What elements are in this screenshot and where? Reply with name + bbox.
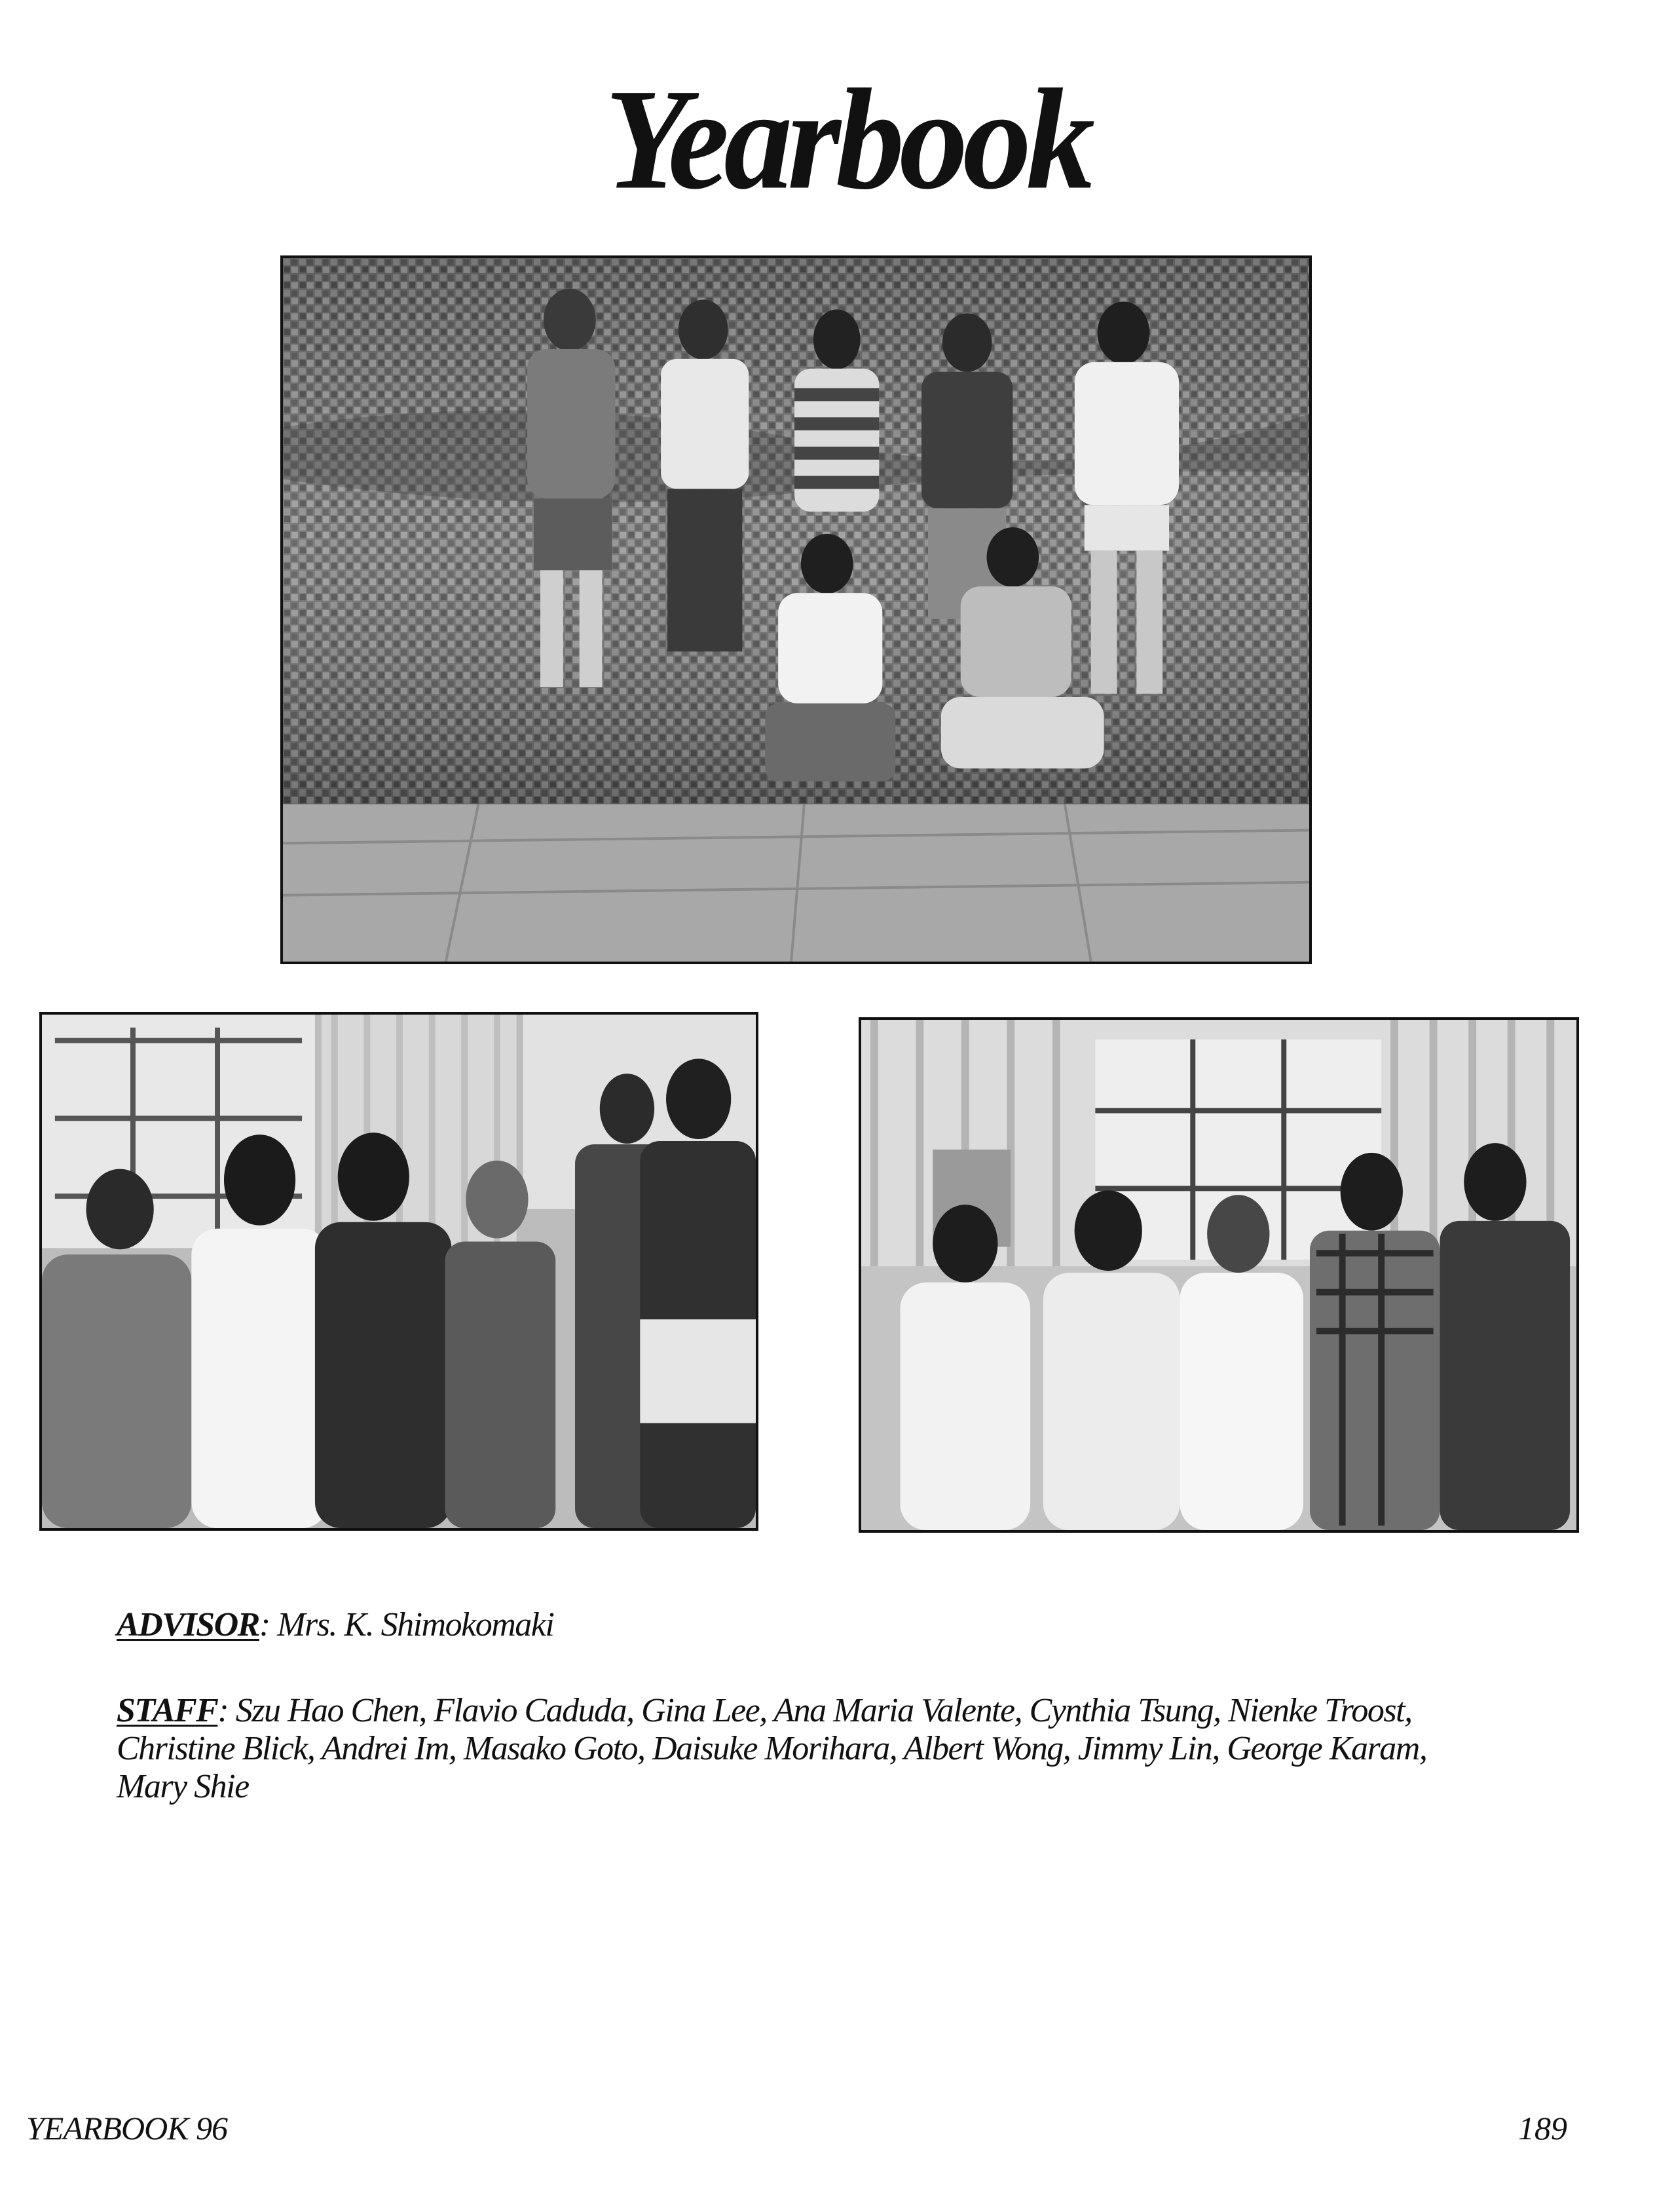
photo-icon [283, 258, 1309, 962]
staff-label: STAFF [117, 1692, 218, 1729]
advisor-name: Mrs. K. Shimokomaki [277, 1606, 554, 1643]
staff-separator: : [217, 1692, 236, 1729]
staff-photo-left [39, 1012, 758, 1531]
staff-names: Szu Hao Chen, Flavio Caduda, Gina Lee, Ana Maria Valente, Cynthia Tsung, Nienke Troost, Christine Blick, Andrei Im, Masako Goto, Daisuke Morihara, Albert Wong, Jimmy Lin, George Karam, Mary Shie [117, 1692, 1427, 1805]
advisor-label: ADVISOR [117, 1606, 259, 1643]
staff-list [117, 1692, 1479, 1806]
page-number: 189 [1518, 2110, 1567, 2146]
advisor-line [117, 1606, 553, 1644]
page-title: Yearbook [604, 60, 1090, 219]
advisor-separator: : [259, 1606, 278, 1643]
group-photo [280, 255, 1312, 964]
photo-icon [861, 1020, 1576, 1530]
photo-icon [42, 1015, 756, 1528]
footer-yearbook-label: YEARBOOK 96 [26, 2110, 228, 2146]
staff-photo-right [859, 1017, 1579, 1533]
